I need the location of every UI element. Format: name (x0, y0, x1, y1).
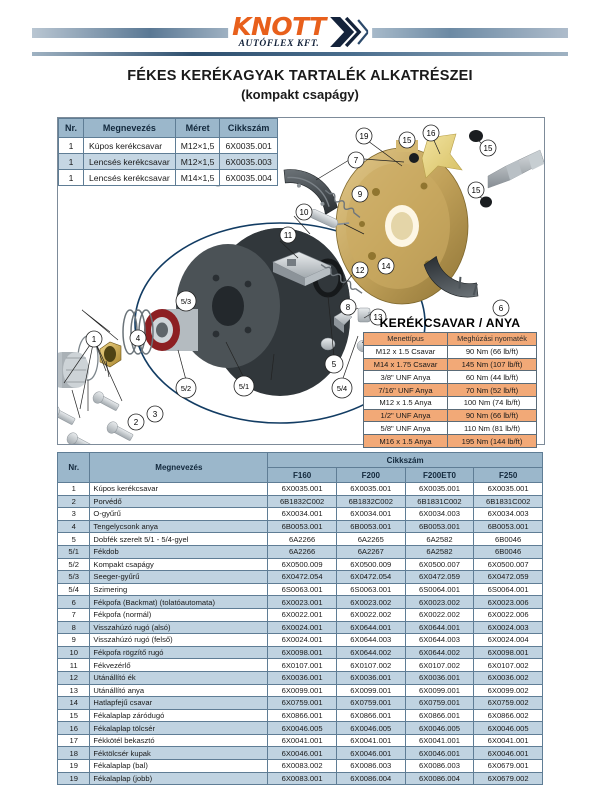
svg-text:14: 14 (381, 262, 391, 271)
cell-part-name: Visszahúzó rugó (alsó) (90, 621, 268, 634)
cell-part-number-f250: 6X0024.004 (474, 634, 543, 647)
svg-text:10: 10 (299, 208, 309, 217)
cell-part-number-f200et0: 6X0046.005 (405, 722, 474, 735)
table-row (58, 583, 543, 596)
cell-part-number-f200et0: 6A2582 (405, 545, 474, 558)
torque-table-title: KERÉKCSAVAR / ANYA (379, 316, 521, 330)
cell-item-number: 19 (58, 772, 90, 785)
cell-item-number: 5 (58, 533, 90, 546)
cell-part-name: Fékalaplap (bal) (90, 760, 268, 773)
svg-text:12: 12 (355, 266, 365, 275)
torque-row (364, 384, 537, 397)
cell-part-number-f160: 6A2266 (268, 545, 337, 558)
cell-name: Lencsés kerékcsavar (84, 154, 176, 170)
cell-item-number: 17 (58, 734, 90, 747)
cell-part-number-f250: 6X0679.002 (474, 772, 543, 785)
cell-part-number-f250: 6X0866.002 (474, 709, 543, 722)
svg-text:5/4: 5/4 (336, 384, 348, 393)
table-row (58, 722, 543, 735)
cell-size: M14×1,5 (175, 170, 220, 186)
cell-part-number-f250: 6X0679.001 (474, 760, 543, 773)
table-row (58, 520, 543, 533)
cell-part-number-f200et0: 6S0064.001 (405, 583, 474, 596)
cell-item-number: 5/4 (58, 583, 90, 596)
torque-row (364, 396, 537, 409)
header-bar-bottom (32, 52, 568, 56)
cell-part-number-f200et0: 6X0472.059 (405, 571, 474, 584)
table-row (58, 634, 543, 647)
table-row (58, 734, 543, 747)
cell-part-number-f250: 6B0053.001 (474, 520, 543, 533)
cell-part-number-f200: 6X0046.005 (336, 722, 405, 735)
cell-nr: 1 (59, 154, 84, 170)
cell-part-number-f200: 6X0472.054 (336, 571, 405, 584)
cell-part-name: Fékvezérlő (90, 659, 268, 672)
cell-item-number: 15 (58, 709, 90, 722)
cell-part-number-f160: 6X0046.005 (268, 722, 337, 735)
parts-col-f200et0: F200ET0 (405, 468, 474, 483)
cell-torque-value: 70 Nm (52 lb/ft) (447, 384, 536, 397)
table-row (58, 747, 543, 760)
table-row (58, 495, 543, 508)
cell-part-number-f200et0: 6X0107.002 (405, 659, 474, 672)
table-row (58, 608, 543, 621)
cell-partno: 6X0035.003 (220, 154, 277, 170)
cell-part-number-f200: 6X0099.001 (336, 684, 405, 697)
cell-part-number-f200: 6X0041.001 (336, 734, 405, 747)
cell-part-name: Kompakt csapágy (90, 558, 268, 571)
cell-item-number: 8 (58, 621, 90, 634)
cell-item-number: 1 (58, 483, 90, 496)
cell-part-number-f200: 6X0023.002 (336, 596, 405, 609)
table-row (59, 138, 278, 154)
torque-row (364, 371, 537, 384)
cell-thread-type: 7/16" UNF Anya (364, 384, 448, 397)
cell-part-number-f160: 6X0036.001 (268, 671, 337, 684)
cell-thread-type: 1/2" UNF Anya (364, 409, 448, 422)
wheel-bolt-table-header-row (59, 119, 278, 138)
svg-text:3: 3 (152, 410, 158, 419)
cell-part-number-f250: 6X0035.001 (474, 483, 543, 496)
cell-torque-value: 195 Nm (144 lb/ft) (447, 435, 536, 448)
svg-text:5: 5 (331, 360, 337, 369)
cell-item-number: 4 (58, 520, 90, 533)
cell-part-number-f160: 6X0046.001 (268, 747, 337, 760)
cell-part-number-f200: 6X0759.001 (336, 697, 405, 710)
table-row (58, 571, 543, 584)
cell-part-name: Seeger-gyűrű (90, 571, 268, 584)
cell-thread-type: M12 x 1.5 Anya (364, 396, 448, 409)
table-row (58, 558, 543, 571)
table-row (58, 671, 543, 684)
svg-text:11: 11 (283, 231, 293, 240)
cell-part-number-f250: 6S0064.001 (474, 583, 543, 596)
cell-part-number-f160: 6A2266 (268, 533, 337, 546)
cell-thread-type: M14 x 1.75 Csavar (364, 358, 448, 371)
table-row (58, 533, 543, 546)
cell-item-number: 10 (58, 646, 90, 659)
cell-part-name: Hatlapfejű csavar (90, 697, 268, 710)
document-title (0, 68, 600, 102)
cell-part-number-f200et0: 6X0644.003 (405, 634, 474, 647)
table-row (58, 596, 543, 609)
cell-part-name: Fékpofa (Backmat) (tolatóautomata) (90, 596, 268, 609)
cell-part-number-f250: 6X0500.007 (474, 558, 543, 571)
cell-part-number-f250: 6X0034.003 (474, 508, 543, 521)
spare-parts-table (57, 452, 543, 785)
cell-part-number-f160: 6B1832C002 (268, 495, 337, 508)
wheel-bolt-col-partno: Cikkszám (220, 119, 277, 138)
torque-col-threadtype: Menettípus (364, 333, 448, 346)
cell-part-number-f200et0: 6A2582 (405, 533, 474, 546)
cell-part-number-f160: 6X0035.001 (268, 483, 337, 496)
cell-thread-type: M12 x 1.5 Csavar (364, 345, 448, 358)
cell-part-number-f200: 6X0644.001 (336, 621, 405, 634)
cell-part-name: Tengelycsonk anya (90, 520, 268, 533)
cell-item-number: 2 (58, 495, 90, 508)
cell-part-number-f200: 6X0046.001 (336, 747, 405, 760)
cell-part-number-f250: 6X0022.006 (474, 608, 543, 621)
cell-part-number-f250: 6X0036.002 (474, 671, 543, 684)
parts-col-nr: Nr. (58, 453, 90, 483)
cell-part-number-f250: 6X0107.002 (474, 659, 543, 672)
cell-part-name: O-gyűrű (90, 508, 268, 521)
cell-part-number-f250: 6B0046 (474, 533, 543, 546)
cell-part-number-f200et0: 6X0046.001 (405, 747, 474, 760)
parts-col-group: Cikkszám (268, 453, 543, 468)
parts-header-row-1 (58, 453, 543, 468)
cell-part-number-f200: 6X0866.001 (336, 709, 405, 722)
cell-thread-type: M16 x 1.5 Anya (364, 435, 448, 448)
svg-text:19: 19 (359, 132, 369, 141)
cell-torque-value: 90 Nm (66 lb/ft) (447, 409, 536, 422)
cell-part-number-f200: 6X0036.001 (336, 671, 405, 684)
cell-part-number-f200: 6A2265 (336, 533, 405, 546)
cell-part-number-f250: 6X0024.003 (474, 621, 543, 634)
cell-torque-value: 100 Nm (74 lb/ft) (447, 396, 536, 409)
cell-part-name: Fékpofa rögzítő rugó (90, 646, 268, 659)
cell-part-number-f200: 6X0644.002 (336, 646, 405, 659)
torque-header-row (364, 333, 537, 346)
svg-text:2: 2 (133, 418, 139, 427)
cell-part-name: Dobfék szerelt 5/1 - 5/4-gyel (90, 533, 268, 546)
svg-text:9: 9 (357, 190, 363, 199)
table-row (58, 709, 543, 722)
cell-item-number: 6 (58, 596, 90, 609)
cell-part-number-f160: 6X0083.001 (268, 772, 337, 785)
parts-col-f160: F160 (268, 468, 337, 483)
cell-part-number-f200: 6X0644.003 (336, 634, 405, 647)
cell-part-number-f160: 6X0099.001 (268, 684, 337, 697)
cell-item-number: 3 (58, 508, 90, 521)
svg-text:15: 15 (483, 144, 493, 153)
page-subtitle: (kompakt csapágy) (241, 87, 359, 102)
cell-partno: 6X0035.001 (220, 138, 277, 154)
cell-part-name: Fékkötél bekasztó (90, 734, 268, 747)
cell-part-name: Porvédő (90, 495, 268, 508)
cell-item-number: 5/3 (58, 571, 90, 584)
cell-part-name: Fékalaplap (jobb) (90, 772, 268, 785)
cell-part-number-f200: 6X0034.001 (336, 508, 405, 521)
table-row (58, 483, 543, 496)
wheel-bolt-table (58, 118, 278, 186)
cell-part-number-f160: 6B0053.001 (268, 520, 337, 533)
parts-col-name: Megnevezés (90, 453, 268, 483)
cell-item-number: 13 (58, 684, 90, 697)
cell-part-number-f250: 6X0098.001 (474, 646, 543, 659)
cell-part-number-f160: 6X0023.001 (268, 596, 337, 609)
svg-text:15: 15 (402, 136, 412, 145)
knott-logo (228, 14, 372, 50)
cell-part-number-f200et0: 6X0759.001 (405, 697, 474, 710)
cell-nr: 1 (59, 138, 84, 154)
svg-text:5/2: 5/2 (180, 384, 192, 393)
cell-thread-type: 5/8" UNF Anya (364, 422, 448, 435)
cell-part-name: Kúpos kerékcsavar (90, 483, 268, 496)
cell-part-number-f250: 6X0023.006 (474, 596, 543, 609)
cell-part-number-f250: 6X0759.002 (474, 697, 543, 710)
cell-part-name: Fékalaplap záródugó (90, 709, 268, 722)
cell-part-number-f200: 6B1832C002 (336, 495, 405, 508)
cell-item-number: 9 (58, 634, 90, 647)
cell-item-number: 7 (58, 608, 90, 621)
cell-item-number: 18 (58, 747, 90, 760)
cell-item-number: 5/2 (58, 558, 90, 571)
cell-name: Lencsés kerékcsavar (84, 170, 176, 186)
table-row (59, 154, 278, 170)
cell-item-number: 11 (58, 659, 90, 672)
svg-text:1: 1 (91, 335, 97, 344)
chevron-arrows-icon (328, 15, 368, 49)
cell-part-number-f200: 6X0086.003 (336, 760, 405, 773)
cell-part-name: Szimering (90, 583, 268, 596)
cell-part-number-f160: 6X0107.001 (268, 659, 337, 672)
cell-item-number: 19 (58, 760, 90, 773)
cell-part-number-f250: 6X0099.002 (474, 684, 543, 697)
cell-part-number-f200: 6S0063.001 (336, 583, 405, 596)
svg-text:13: 13 (373, 313, 383, 322)
table-row (58, 760, 543, 773)
parts-col-f250: F250 (474, 468, 543, 483)
cell-item-number: 5/1 (58, 545, 90, 558)
cell-part-name: Fékdob (90, 545, 268, 558)
cell-item-number: 14 (58, 697, 90, 710)
cell-part-number-f200: 6X0022.002 (336, 608, 405, 621)
cell-part-number-f200et0: 6X0036.001 (405, 671, 474, 684)
torque-table (363, 332, 537, 448)
table-row (59, 170, 278, 186)
table-row (58, 545, 543, 558)
cell-part-number-f200: 6A2267 (336, 545, 405, 558)
svg-text:4: 4 (135, 334, 141, 343)
cell-part-number-f160: 6X0083.002 (268, 760, 337, 773)
table-row (58, 772, 543, 785)
cell-part-number-f160: 6X0866.001 (268, 709, 337, 722)
cell-part-name: Féktölcsér kupak (90, 747, 268, 760)
cell-part-number-f200et0: 6X0041.001 (405, 734, 474, 747)
table-row (58, 621, 543, 634)
cell-part-number-f160: 6X0022.001 (268, 608, 337, 621)
cell-part-number-f200: 6X0086.004 (336, 772, 405, 785)
cell-name: Kúpos kerékcsavar (84, 138, 176, 154)
cell-thread-type: 3/8" UNF Anya (364, 371, 448, 384)
cell-part-number-f200et0: 6X0086.003 (405, 760, 474, 773)
torque-row (364, 358, 537, 371)
torque-row (364, 409, 537, 422)
cell-part-name: Visszahúzó rugó (felső) (90, 634, 268, 647)
table-row (58, 646, 543, 659)
cell-size: M12×1,5 (175, 154, 220, 170)
cell-part-name: Utánállító ék (90, 671, 268, 684)
table-row (58, 684, 543, 697)
torque-col-torque: Meghúzási nyomaték (447, 333, 536, 346)
cell-torque-value: 110 Nm (81 lb/ft) (447, 422, 536, 435)
cell-part-number-f250: 6B1831C002 (474, 495, 543, 508)
cell-nr: 1 (59, 170, 84, 186)
cell-part-number-f200: 6X0035.001 (336, 483, 405, 496)
cell-part-number-f200et0: 6X0644.002 (405, 646, 474, 659)
cell-part-number-f200: 6B0053.001 (336, 520, 405, 533)
cell-size: M12×1,5 (175, 138, 220, 154)
parts-col-f200: F200 (336, 468, 405, 483)
svg-text:8: 8 (345, 303, 351, 312)
table-row (58, 697, 543, 710)
torque-row (364, 435, 537, 448)
cell-part-number-f200et0: 6X0644.001 (405, 621, 474, 634)
cell-part-number-f250: 6X0472.059 (474, 571, 543, 584)
cell-part-name: Fékalaplap tölcsér (90, 722, 268, 735)
cell-part-number-f200et0: 6X0034.003 (405, 508, 474, 521)
svg-text:7: 7 (353, 156, 359, 165)
cell-part-number-f250: 6X0041.001 (474, 734, 543, 747)
svg-text:16: 16 (426, 129, 436, 138)
cell-part-number-f200et0: 6B0053.001 (405, 520, 474, 533)
cell-part-number-f160: 6X0098.001 (268, 646, 337, 659)
cell-part-number-f200et0: 6X0099.001 (405, 684, 474, 697)
cell-part-number-f250: 6X0046.005 (474, 722, 543, 735)
page-title: FÉKES KERÉKAGYAK TARTALÉK ALKATRÉSZEI (127, 68, 473, 84)
cell-partno: 6X0035.004 (220, 170, 277, 186)
table-row (58, 659, 543, 672)
cell-part-number-f160: 6X0034.001 (268, 508, 337, 521)
cell-part-number-f200et0: 6X0022.002 (405, 608, 474, 621)
cell-part-number-f200et0: 6X0035.001 (405, 483, 474, 496)
page-header (0, 0, 600, 66)
cell-part-number-f200et0: 6X0023.002 (405, 596, 474, 609)
cell-item-number: 12 (58, 671, 90, 684)
wheel-bolt-col-name: Megnevezés (84, 119, 176, 138)
svg-text:5/1: 5/1 (238, 382, 250, 391)
cell-part-number-f160: 6X0041.001 (268, 734, 337, 747)
table-row (58, 508, 543, 521)
cell-torque-value: 145 Nm (107 lb/ft) (447, 358, 536, 371)
cell-part-number-f200et0: 6X0086.004 (405, 772, 474, 785)
cell-part-number-f160: 6X0759.001 (268, 697, 337, 710)
cell-part-number-f160: 6X0024.001 (268, 621, 337, 634)
cell-part-number-f160: 6X0500.009 (268, 558, 337, 571)
cell-part-number-f200: 6X0107.002 (336, 659, 405, 672)
cell-part-number-f160: 6X0472.054 (268, 571, 337, 584)
cell-part-number-f200et0: 6B1831C002 (405, 495, 474, 508)
torque-row (364, 422, 537, 435)
torque-row (364, 345, 537, 358)
cell-torque-value: 90 Nm (66 lb/ft) (447, 345, 536, 358)
cell-part-number-f160: 6S0063.001 (268, 583, 337, 596)
torque-specification-block (363, 316, 537, 448)
cell-part-number-f200et0: 6X0500.007 (405, 558, 474, 571)
cell-part-number-f200et0: 6X0866.001 (405, 709, 474, 722)
cell-part-number-f160: 6X0024.001 (268, 634, 337, 647)
cell-part-name: Fékpofa (normál) (90, 608, 268, 621)
logo-brand-text: KNOTT (232, 12, 326, 41)
cell-part-number-f250: 6X0046.001 (474, 747, 543, 760)
cell-part-number-f200: 6X0500.009 (336, 558, 405, 571)
svg-text:15: 15 (471, 186, 481, 195)
logo-subtitle-text: AUTÓFLEX KFT. (238, 39, 320, 49)
wheel-bolt-col-nr: Nr. (59, 119, 84, 138)
cell-torque-value: 60 Nm (44 lb/ft) (447, 371, 536, 384)
svg-text:6: 6 (498, 304, 504, 313)
wheel-bolt-col-size: Méret (175, 119, 220, 138)
svg-text:5/3: 5/3 (180, 297, 192, 306)
cell-part-name: Utánállító anya (90, 684, 268, 697)
cell-item-number: 16 (58, 722, 90, 735)
cell-part-number-f250: 6B0046 (474, 545, 543, 558)
